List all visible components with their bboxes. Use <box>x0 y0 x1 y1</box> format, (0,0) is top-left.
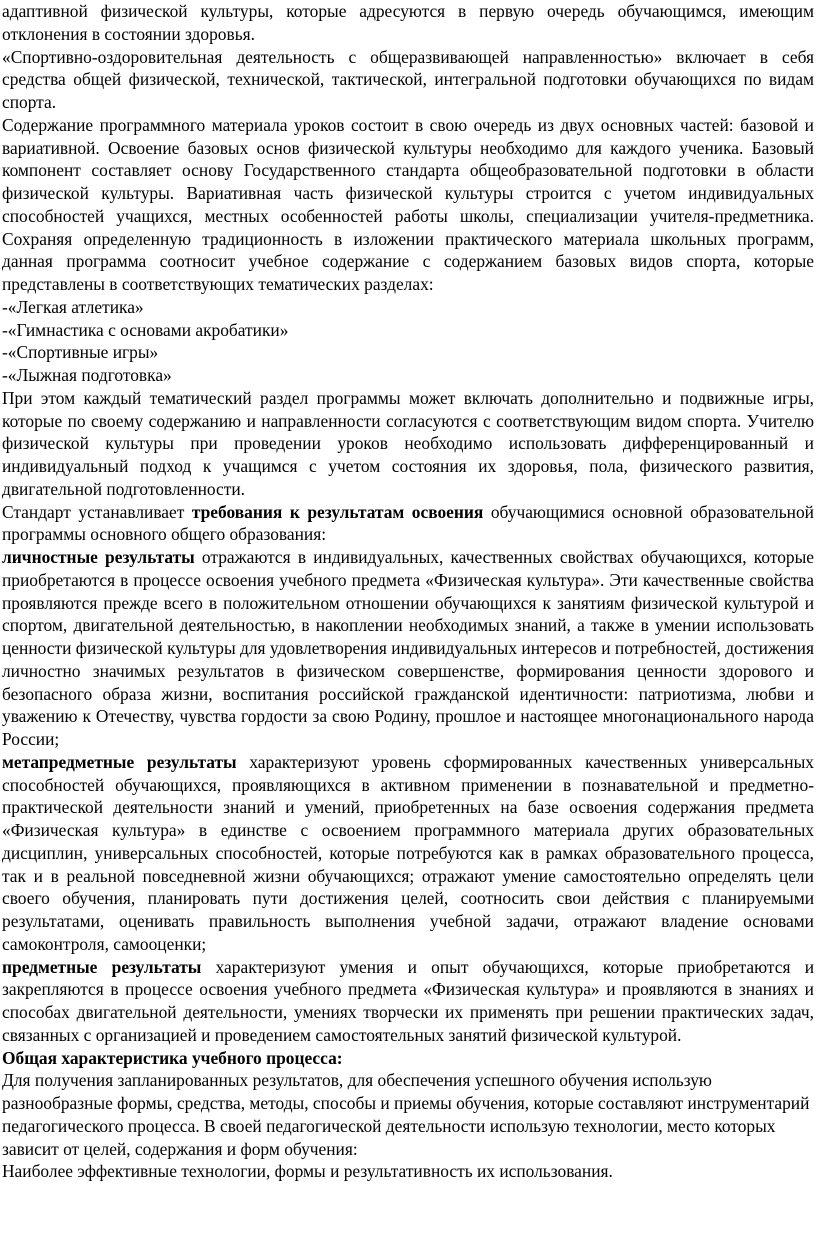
paragraph-thematic-sections: При этом каждый тематический раздел программы может включать дополнительно и подвижные игры, которые по своему содержанию и направленности согласуются с соответствующим видом спорта. Учителю физической культуры при проведении уроков необходимо использовать дифференцированный и индивидуальный подход к учащимся с учетом состояния их здоровья, пола, физического развития, двигательной подготовленности. <box>2 387 814 499</box>
section-heading-learning-process: Общая характеристика учебного процесса: <box>2 1047 343 1068</box>
subject-results-text: характеризуют умения и опыт обучающихся, которые приобретаются и закрепляются в процессе освоения учебного предмета «Физическая культура» и проявляются в знаниях и способах двигательной деятельности, умениях творчески их применять при решении практических задач, связанных с организацией и проведением самостоятельных занятий физической культурой. <box>2 956 814 1045</box>
list-item-athletics: -«Легкая атлетика» <box>2 296 144 317</box>
paragraph-learning-tools: Для получения запланированных результатов, для обеспечения успешного обучения использую разнообразные формы, средства, методы, способы и приемы обучения, которые составляют инструментарий педагогического процесса. В своей педагогической деятельности использую технологии, место которых зависит от целей, содержания и форм обучения: <box>2 1070 810 1159</box>
personal-results-text: отражаются в индивидуальных, качественных свойствах обучающихся, которые приобретаются в процессе освоения учебного предмета «Физическая культура». Эти качественные свойства проявляются прежде всего в положительном отношении обучающихся к занятиям физической культурой и спортом, двигательной деятельностью, в накоплении необходимых знаний, а также в умении использовать ценности физической культуры для удовлетворения индивидуальных интересов и потребностей, достижения личностно значимых результатов в физическом совершенстве, формирования ценности здорового и безопасного образа жизни, воспитания российской гражданской идентичности: патриотизма, любви и уважению к Отечеству, чувства гордости за свою Родину, прошлое и настоящее многонационального народа России; <box>2 547 814 749</box>
paragraph-adaptive-pe: адаптивной физической культуры, которые адресуются в первую очередь обучающимся, имеющим отклонения в состоянии здоровья. <box>2 1 814 44</box>
standard-outro-text: обучающимися основной образовательной программы основного общего образования: <box>2 501 814 545</box>
paragraph-standard-requirements <box>2 501 814 547</box>
paragraph-personal-results <box>2 546 814 751</box>
standard-requirements-bold: требования к результатам освоения <box>191 501 484 522</box>
paragraph-sports-health-activity: «Спортивно-оздоровительная деятельность с общеразвивающей направленностью» включает в себя средства общей физической, технической, тактической, интегральной подготовки обучающихся по видам спорта. <box>2 46 814 112</box>
list-item-skiing: -«Лыжная подготовка» <box>2 365 172 385</box>
metasubject-results-text: характеризуют уровень сформированных качественных универсальных способностей обучающихся, проявляющихся в активном применении в познавательной и предметно-практической деятельности знаний и умений, приобретенных на базе освоения содержания предмета «Физическая культура» в единстве с освоением программного материала других образовательных дисциплин, универсальных способностей, которые потребуются как в рамках образовательного процесса, так и в реальной повседневной жизни обучающихся; отражают умение самостоятельно определять цели своего обучения, планировать пути достижения целей, соотносить свои действия с планируемыми результатами, оценивать правильность выполнения учебной задачи, отражают владение основами самоконтроля, самооценки; <box>2 751 814 954</box>
personal-results-term: личностные результаты <box>2 547 195 567</box>
paragraph-subject-results <box>2 956 814 1047</box>
paragraph-effective-technologies: Наиболее эффективные технологии, формы и результативность их использования. <box>2 1161 613 1182</box>
list-item-sports-games: -«Спортивные игры» <box>2 342 159 363</box>
metasubject-results-term: метапредметные результаты <box>2 751 237 772</box>
list-item-gymnastics: -«Гимнастика с основами акробатики» <box>2 319 289 340</box>
subject-results-term: предметные результаты <box>2 956 202 977</box>
paragraph-program-content: Содержание программного материала уроков состоит в свою очередь из двух основных частей: базовой и вариативной. Освоение базовых основ физической культуры необходимо для каждого ученика. Базовый компонент составляет основу Государственного стандарта общеобразовательной подготовки в области физической культуры. Вариативная часть физической культуры строится с учетом индивидуальных способностей учащихся, местных особенностей работы школы, специализации учителя-предметника. Сохраняя определенную традиционность в изложении практического материала школьных программ, данная программа соотносит учебное содержание с содержанием базовых видов спорта, которые представлены в соответствующих тематических разделах: <box>2 114 814 294</box>
paragraph-metasubject-results <box>2 751 814 956</box>
standard-intro-text: Стандарт устанавливает <box>2 501 192 522</box>
